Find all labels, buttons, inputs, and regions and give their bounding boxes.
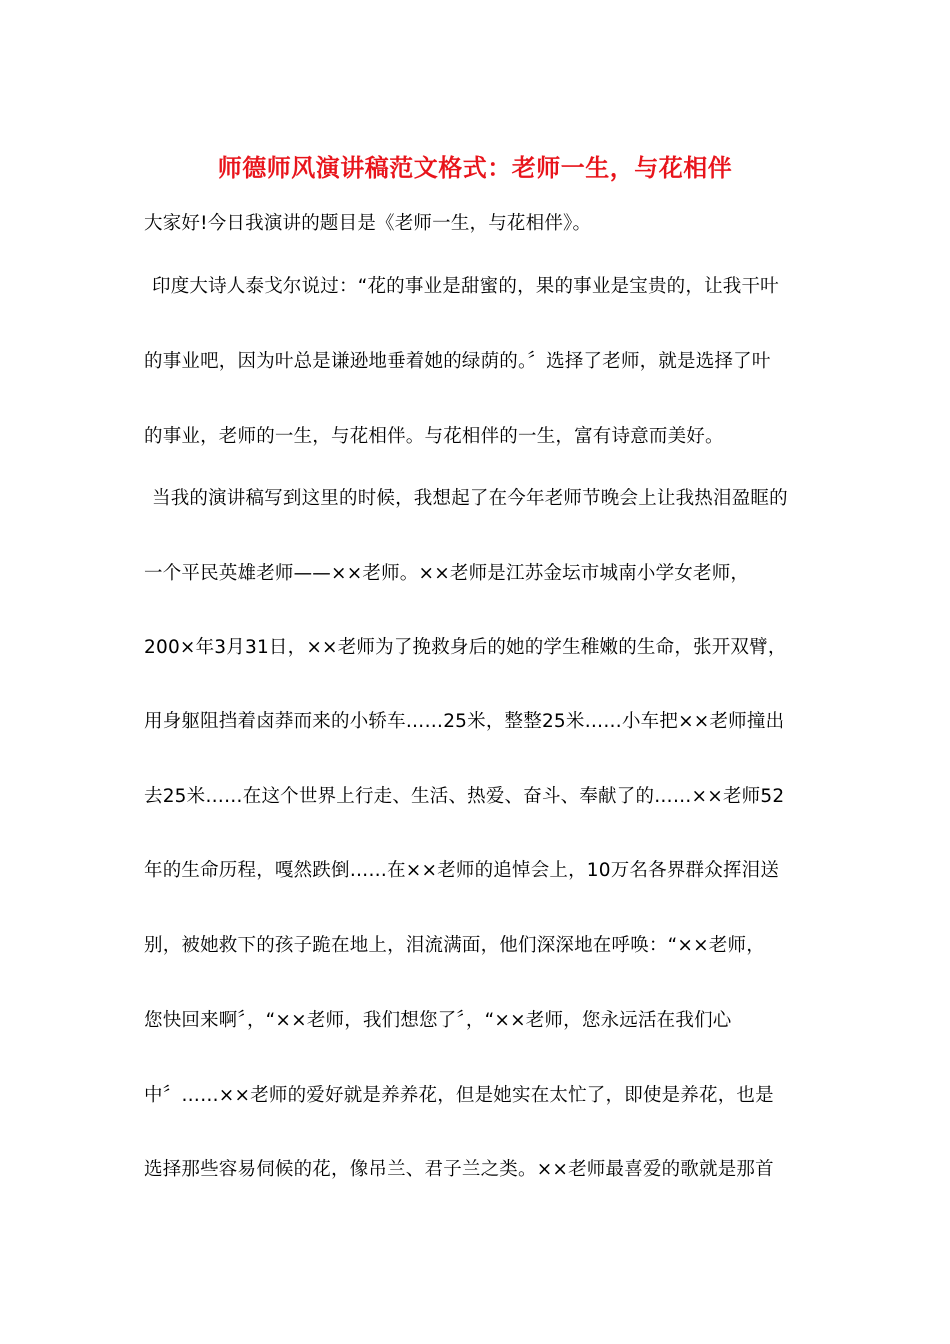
paragraph-line: 200×年3月31日，××老师为了挽救身后的她的学生稚嫩的生命，张开双臂， <box>144 637 787 658</box>
paragraph-line: 的事业吧，因为叶总是谦逊地垂着她的绿荫的。〞选择了老师，就是选择了叶 <box>144 351 771 372</box>
paragraph-line: 大家好!今日我演讲的题目是《老师一生，与花相伴》。 <box>144 213 592 234</box>
paragraph-line: 选择那些容易伺候的花，像吊兰、君子兰之类。××老师最喜爱的歌就是那首 <box>144 1159 774 1180</box>
document-title: 师德师风演讲稿范文格式：老师一生，与花相伴 <box>217 153 733 182</box>
paragraph-line: 当我的演讲稿写到这里的时候，我想起了在今年老师节晚会上让我热泪盈眶的 <box>152 488 788 509</box>
paragraph-line: 印度大诗人泰戈尔说过：“花的事业是甜蜜的，果的事业是宝贵的，让我干叶 <box>152 276 779 297</box>
paragraph-line: 的事业，老师的一生，与花相伴。与花相伴的一生，富有诗意而美好。 <box>144 426 724 447</box>
paragraph-line: 用身躯阻挡着卤莽而来的小轿车……25米，整整25米……小车把××老师撞出 <box>144 711 785 732</box>
paragraph-line: 中〞……××老师的爱好就是养养花，但是她实在太忙了，即使是养花，也是 <box>144 1085 774 1106</box>
paragraph-line: 去25米……在这个世界上行走、生活、热爱、奋斗、奉献了的……××老师52 <box>144 786 785 807</box>
paragraph-line: 年的生命历程，嘎然跌倒……在××老师的追悼会上，10万名各界群众挥泪送 <box>144 860 780 881</box>
paragraph-line: 别，被她救下的孩子跪在地上，泪流满面，他们深深地在呼唤：“××老师， <box>144 935 765 956</box>
paragraph-line: 一个平民英雄老师——××老师。××老师是江苏金坛市城南小学女老师， <box>144 563 750 584</box>
paragraph-line: 您快回来啊〞，“××老师，我们想您了〞，“××老师，您永远活在我们心 <box>144 1010 732 1031</box>
